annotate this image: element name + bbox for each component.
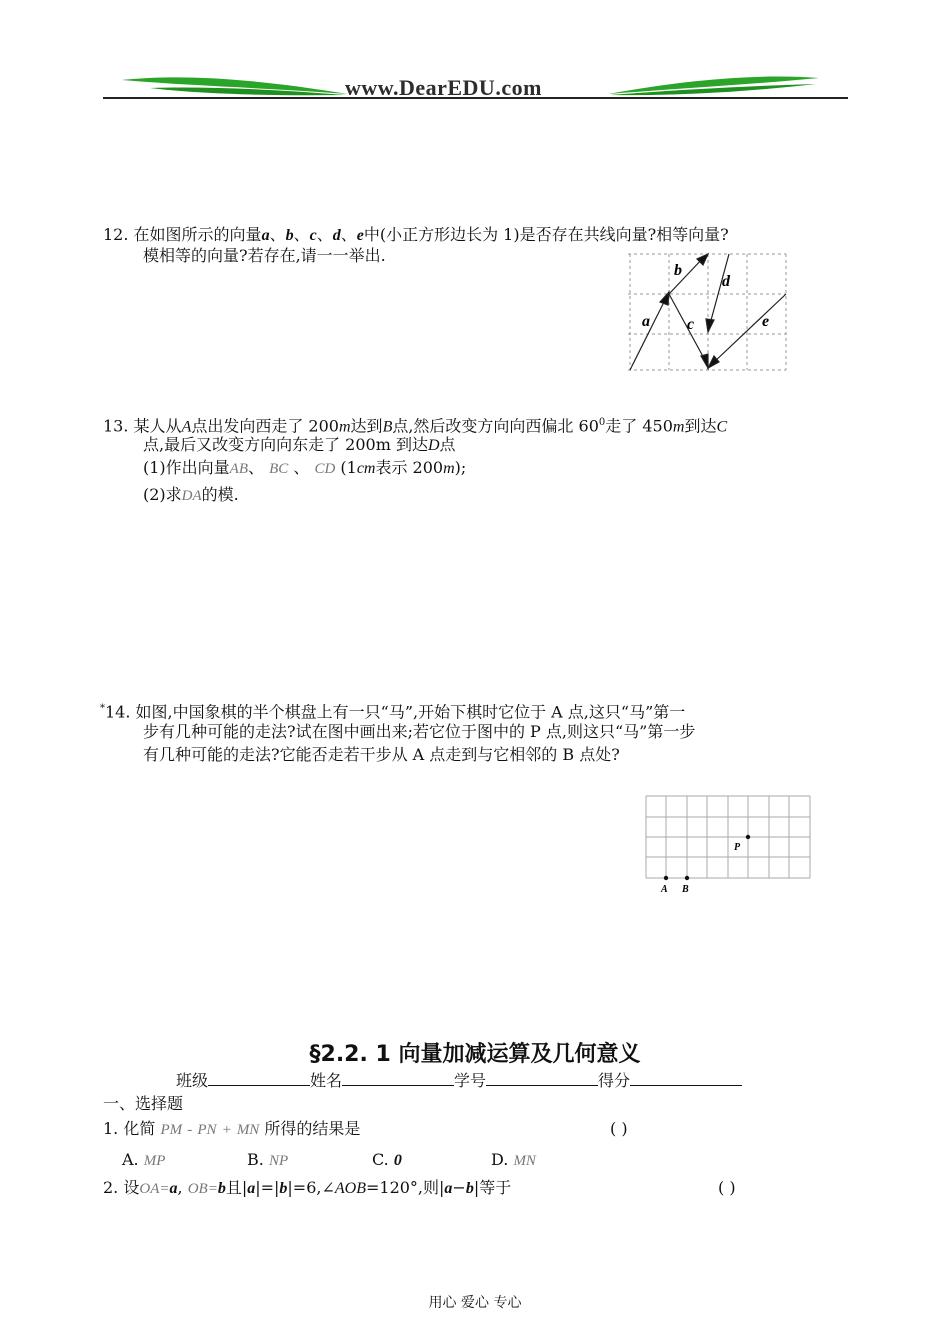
- vector-a: a: [444, 1180, 453, 1197]
- option-letter: C.: [372, 1150, 389, 1169]
- q14-line2: 步有几种可能的走法?试在图中画出来;若它位于图中的 P 点,则这只“马”第一步: [143, 722, 696, 741]
- text: 点,然后改变方向向西偏北 60: [392, 416, 599, 436]
- minus-sign: −: [452, 1178, 466, 1197]
- text: 的模.: [201, 485, 239, 504]
- text: 点,最后又改变方向向东走了 200m 到达: [143, 435, 428, 454]
- option-value: MN: [513, 1153, 536, 1169]
- option-letter: D.: [491, 1150, 509, 1169]
- class-blank: [208, 1069, 310, 1086]
- q12-number: 12.: [103, 225, 129, 244]
- vector-da: DA: [181, 488, 202, 504]
- name-blank: [342, 1069, 454, 1086]
- equals-sign: =: [207, 1181, 218, 1197]
- label-b: b: [674, 262, 682, 279]
- unit-cm: cm: [356, 460, 376, 477]
- vector-b: b: [465, 1180, 474, 1197]
- q14-line1: [100, 698, 685, 723]
- q13-line2: [143, 434, 456, 457]
- point-b-dot: [685, 876, 689, 880]
- vector-bc: BC: [269, 461, 289, 477]
- vector-ob: OB: [187, 1181, 208, 1197]
- q13-number: 13.: [103, 416, 129, 436]
- text: 设: [123, 1178, 140, 1197]
- vector-a: a: [261, 227, 270, 244]
- label-B: B: [682, 884, 689, 895]
- q12-line2: 模相等的向量?若存在,请一一举出.: [143, 246, 386, 265]
- class-label: 班级: [176, 1071, 209, 1090]
- plus-sign: +: [221, 1122, 232, 1138]
- text: 所得的结果是: [264, 1119, 361, 1138]
- point-d: D: [427, 437, 440, 454]
- vector-a: a: [169, 1180, 178, 1197]
- page-footer: 用心 爱心 专心: [428, 1295, 522, 1311]
- separator: 、: [340, 225, 357, 244]
- challenge-star: *: [100, 703, 105, 714]
- separator: 、: [269, 225, 286, 244]
- text: 点出发向西走了 200: [191, 416, 339, 436]
- label-d: d: [722, 273, 730, 290]
- text: 点: [439, 435, 456, 454]
- text: (2)求: [143, 485, 182, 504]
- angle-aob: AOB: [334, 1180, 366, 1197]
- q14-line3: 有几种可能的走法?它能否走若干步从 A 点走到与它相邻的 B 点处?: [143, 745, 620, 764]
- score-blank: [630, 1069, 742, 1086]
- unit-m: m: [672, 418, 685, 436]
- degree-superscript: 0: [598, 417, 606, 428]
- vector-pm: PM: [160, 1122, 183, 1138]
- angle-symbol: ∠: [321, 1178, 335, 1197]
- name-label: 姓名: [310, 1071, 343, 1090]
- label-e: e: [762, 313, 770, 330]
- header-leaf-right: [606, 74, 821, 98]
- half-chessboard-figure: [640, 792, 815, 900]
- q12-line1: [103, 224, 729, 247]
- text: 如图,中国象棋的半个棋盘上有一只“马”,开始下棋时它位于 A 点,这只“马”第一: [135, 702, 686, 722]
- student-info-line: [176, 1069, 742, 1092]
- vector-b: b: [279, 1180, 288, 1197]
- point-b: B: [382, 418, 393, 436]
- option-value: 0: [393, 1152, 402, 1169]
- separator: 、: [293, 225, 310, 244]
- text: 走了 450: [605, 416, 673, 436]
- label-A: A: [661, 884, 668, 895]
- point-p-dot: [746, 835, 750, 839]
- mc1-stem: [103, 1118, 360, 1141]
- text: 表示 200: [375, 458, 444, 477]
- mc1-option-a: [122, 1149, 165, 1172]
- option-letter: A.: [122, 1150, 139, 1169]
- text: );: [454, 458, 467, 477]
- mc1-number: 1.: [103, 1119, 119, 1138]
- mc2-answer-paren: ( ): [718, 1178, 736, 1197]
- unit-m: m: [443, 460, 455, 477]
- text: |=6,: [287, 1178, 322, 1197]
- q13-sub1: (1)作出向量AB、 BC 、 CD (1cm表示 200m);: [143, 458, 467, 477]
- point-a-dot: [664, 876, 668, 880]
- text: 到达: [684, 416, 717, 436]
- header-leaf-left: [120, 74, 350, 98]
- text: =120°,则|: [365, 1178, 445, 1197]
- vector-b: b: [285, 227, 294, 244]
- id-blank: [486, 1069, 598, 1086]
- vector-pn: PN: [197, 1122, 217, 1138]
- mc1-option-c: [372, 1149, 402, 1172]
- point-c: C: [716, 418, 728, 436]
- vector-cd: CD: [314, 461, 336, 477]
- q14-number: 14.: [105, 702, 131, 722]
- vector-oa: OA: [139, 1181, 160, 1197]
- label-a: a: [642, 313, 650, 330]
- label-P: P: [734, 842, 741, 853]
- mc2-stem: [103, 1177, 511, 1200]
- text: |等于: [473, 1178, 512, 1197]
- text: 达到: [350, 416, 383, 436]
- q12-text-prefix: 在如图所示的向量: [133, 225, 262, 244]
- section-title: §2.2. 1 向量加减运算及几何意义: [309, 1042, 641, 1067]
- id-label: 学号: [454, 1071, 487, 1090]
- site-logo-text: www.DearEDU.com: [345, 75, 542, 100]
- mc1-option-d: [491, 1149, 536, 1172]
- q12-text-suffix: 中(小正方形边长为 1)是否存在共线向量?相等向量?: [363, 225, 729, 244]
- text: (1: [340, 458, 357, 477]
- q13-sub2: [143, 484, 239, 507]
- part-heading: 一、选择题: [103, 1094, 184, 1113]
- option-value: NP: [268, 1153, 289, 1169]
- mc1-option-b: [247, 1149, 288, 1172]
- header-rule: [103, 97, 848, 99]
- mc1-answer-paren: ( ): [610, 1119, 628, 1138]
- vector-ab: AB: [229, 461, 248, 477]
- point-a: A: [181, 418, 192, 436]
- option-letter: B.: [247, 1150, 264, 1169]
- text: 且|: [225, 1178, 248, 1197]
- text: 某人从: [133, 416, 182, 436]
- vector-e: e: [356, 227, 364, 244]
- vector-d: d: [332, 227, 341, 244]
- vector-mn: MN: [236, 1122, 260, 1138]
- vector-b: b: [217, 1180, 226, 1197]
- vector-c: c: [309, 227, 317, 244]
- mc2-number: 2.: [103, 1178, 119, 1197]
- option-value: MP: [143, 1153, 166, 1169]
- text: 化简: [123, 1119, 156, 1138]
- label-c: c: [687, 316, 695, 333]
- score-label: 得分: [598, 1071, 631, 1090]
- q12-vector-grid-figure: [626, 252, 790, 374]
- text: ,: [177, 1178, 183, 1197]
- text: (1)作出向量: [143, 458, 230, 477]
- vector-a: a: [247, 1180, 256, 1197]
- unit-m: m: [338, 418, 351, 436]
- equals-sign: =: [159, 1181, 170, 1197]
- separator: 、: [316, 225, 333, 244]
- text: |=|: [255, 1178, 280, 1197]
- minus-sign: -: [187, 1122, 193, 1138]
